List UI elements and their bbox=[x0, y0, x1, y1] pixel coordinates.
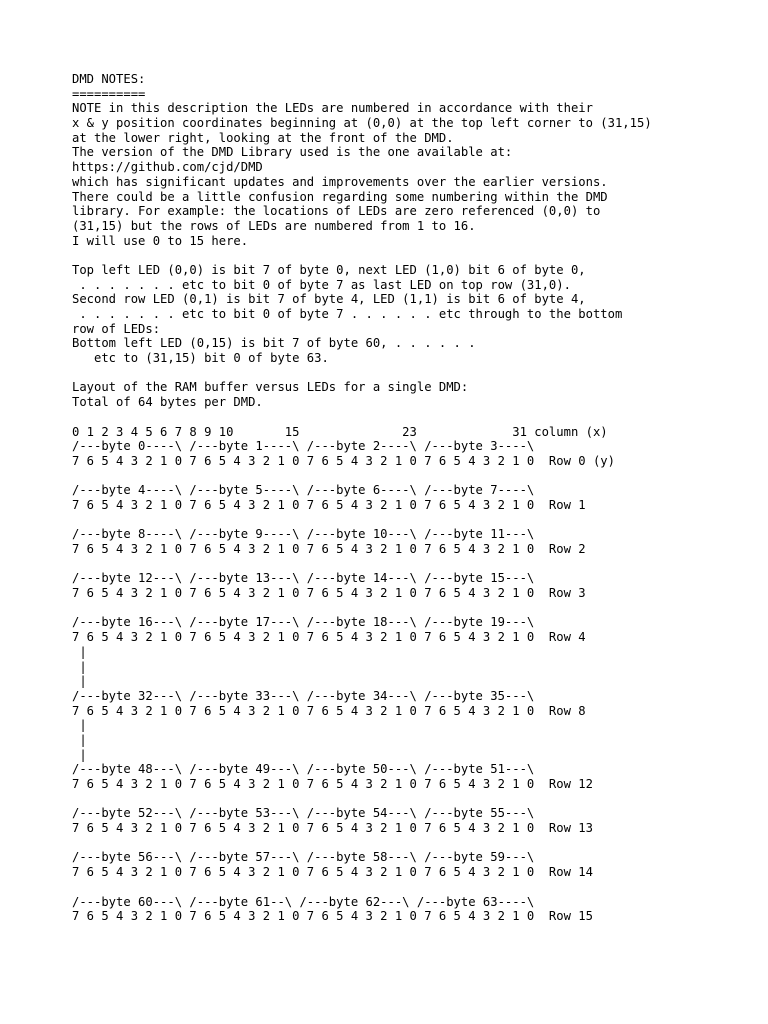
text-line: | bbox=[72, 644, 87, 659]
text-line: | bbox=[72, 732, 87, 747]
text-line: 7 6 5 4 3 2 1 0 7 6 5 4 3 2 1 0 7 6 5 4 3 2 1 0 7 6 5 4 3 2 1 0 Row 2 bbox=[72, 542, 586, 556]
text-line: /---byte 48---\ /---byte 49---\ /---byte 50---\ /---byte 51---\ bbox=[72, 762, 535, 777]
text-line: 7 6 5 4 3 2 1 0 7 6 5 4 3 2 1 0 7 6 5 4 3 2 1 0 7 6 5 4 3 2 1 0 Row 3 bbox=[72, 586, 586, 601]
text-line: 7 6 5 4 3 2 1 0 7 6 5 4 3 2 1 0 7 6 5 4 3 2 1 0 7 6 5 4 3 2 1 0 Row 13 bbox=[72, 821, 593, 836]
text-line: Total of 64 bytes per DMD. bbox=[72, 395, 263, 410]
text-line: x & y position coordinates beginning at (0,0) at the top left corner to (31,15) bbox=[72, 116, 652, 131]
text-line: | bbox=[72, 747, 87, 762]
text-line bbox=[72, 366, 752, 381]
text-line bbox=[72, 248, 752, 263]
text-line: 7 6 5 4 3 2 1 0 7 6 5 4 3 2 1 0 7 6 5 4 3 2 1 0 7 6 5 4 3 2 1 0 Row 1 bbox=[72, 497, 586, 512]
text-line bbox=[72, 880, 752, 895]
text-line bbox=[72, 836, 752, 851]
text-line: 7 6 5 4 3 2 1 0 7 6 5 4 3 2 1 0 7 6 5 4 3 2 1 0 7 6 5 4 3 2 1 0 Row 14 bbox=[72, 865, 593, 880]
text-line: | bbox=[72, 659, 87, 674]
text-line: /---byte 32---\ /---byte 33---\ /---byte 34---\ /---byte 35---\ bbox=[72, 688, 535, 703]
text-line: /---byte 52---\ /---byte 53---\ /---byte 54---\ /---byte 55---\ bbox=[72, 806, 535, 821]
text-line: /---byte 12---\ /---byte 13---\ /---byte 14---\ /---byte 15---\ bbox=[72, 571, 535, 586]
text-line: 7 6 5 4 3 2 1 0 7 6 5 4 3 2 1 0 7 6 5 4 3 2 1 0 7 6 5 4 3 2 1 0 Row 0 (y) bbox=[72, 453, 615, 468]
text-line: library. For example: the locations of LEDs are zero referenced (0,0) to bbox=[72, 204, 601, 219]
text-line: row of LEDs: bbox=[72, 321, 161, 336]
text-line bbox=[72, 469, 752, 484]
text-line: https://github.com/cjd/DMD bbox=[72, 160, 263, 175]
document-page bbox=[72, 72, 752, 924]
text-line: Second row LED (0,1) is bit 7 of byte 4, LED (1,1) is bit 6 of byte 4, bbox=[72, 292, 586, 307]
text-line bbox=[72, 792, 752, 807]
text-line bbox=[72, 513, 752, 528]
text-line: /---byte 56---\ /---byte 57---\ /---byte 58---\ /---byte 59---\ bbox=[72, 850, 535, 865]
text-line: The version of the DMD Library used is the one available at: bbox=[72, 145, 513, 160]
text-line: . . . . . . . etc to bit 0 of byte 7 . . . . . . etc through to the bottom bbox=[72, 307, 623, 321]
text-line: DMD NOTES: bbox=[72, 72, 146, 86]
text-line: etc to (31,15) bit 0 of byte 63. bbox=[72, 351, 329, 366]
text-line: /---byte 0----\ /---byte 1----\ /---byte 2----\ /---byte 3----\ bbox=[72, 439, 535, 454]
text-line: . . . . . . . etc to bit 0 of byte 7 as last LED on top row (31,0). bbox=[72, 277, 571, 292]
text-line: | bbox=[72, 718, 87, 733]
text-line: Bottom left LED (0,15) is bit 7 of byte 60, . . . . . . bbox=[72, 336, 476, 351]
text-line: ========== bbox=[72, 86, 146, 101]
text-line: 7 6 5 4 3 2 1 0 7 6 5 4 3 2 1 0 7 6 5 4 3 2 1 0 7 6 5 4 3 2 1 0 Row 12 bbox=[72, 777, 593, 791]
text-line: I will use 0 to 15 here. bbox=[72, 233, 249, 248]
text-line: /---byte 8----\ /---byte 9----\ /---byte 10---\ /---byte 11---\ bbox=[72, 527, 535, 542]
text-line: 7 6 5 4 3 2 1 0 7 6 5 4 3 2 1 0 7 6 5 4 3 2 1 0 7 6 5 4 3 2 1 0 Row 4 bbox=[72, 630, 586, 645]
text-line: /---byte 16---\ /---byte 17---\ /---byte 18---\ /---byte 19---\ bbox=[72, 615, 535, 630]
text-line: which has significant updates and improvements over the earlier versions. bbox=[72, 174, 608, 189]
text-line: 7 6 5 4 3 2 1 0 7 6 5 4 3 2 1 0 7 6 5 4 3 2 1 0 7 6 5 4 3 2 1 0 Row 8 bbox=[72, 703, 586, 718]
text-line: | bbox=[72, 674, 87, 689]
text-line: /---byte 60---\ /---byte 61--\ /---byte 62---\ /---byte 63----\ bbox=[72, 894, 535, 909]
text-line: Top left LED (0,0) is bit 7 of byte 0, next LED (1,0) bit 6 of byte 0, bbox=[72, 262, 586, 277]
text-line bbox=[72, 601, 752, 616]
text-line: 7 6 5 4 3 2 1 0 7 6 5 4 3 2 1 0 7 6 5 4 3 2 1 0 7 6 5 4 3 2 1 0 Row 15 bbox=[72, 909, 593, 924]
text-line: 0 1 2 3 4 5 6 7 8 9 10 15 23 31 column (x) bbox=[72, 424, 608, 439]
text-line: (31,15) but the rows of LEDs are numbered from 1 to 16. bbox=[72, 218, 476, 233]
text-line: There could be a little confusion regarding some numbering within the DMD bbox=[72, 189, 608, 204]
text-line: NOTE in this description the LEDs are numbered in accordance with their bbox=[72, 101, 593, 116]
text-line bbox=[72, 410, 752, 425]
text-line: Layout of the RAM buffer versus LEDs for a single DMD: bbox=[72, 380, 469, 395]
text-line: at the lower right, looking at the front of the DMD. bbox=[72, 130, 454, 145]
text-line bbox=[72, 557, 752, 572]
text-line: /---byte 4----\ /---byte 5----\ /---byte 6----\ /---byte 7----\ bbox=[72, 483, 535, 498]
